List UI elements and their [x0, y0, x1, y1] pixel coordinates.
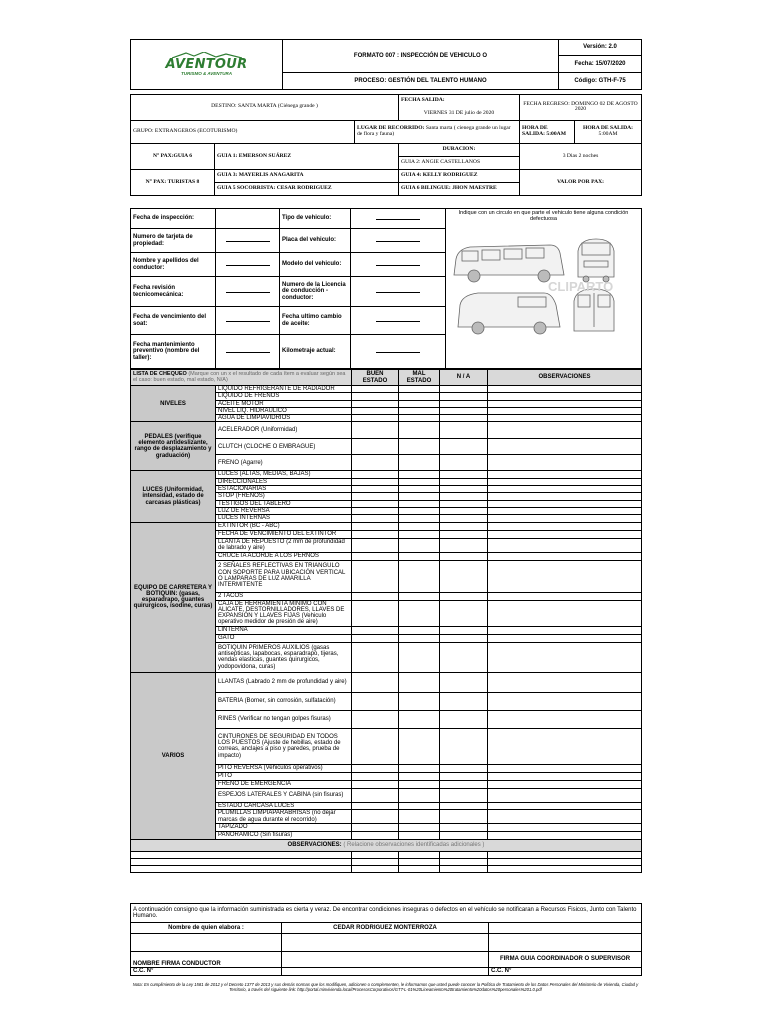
- na-cell[interactable]: [440, 810, 488, 824]
- observacion-cell[interactable]: [488, 810, 642, 824]
- checklist-item-label: 2 TACOS: [216, 592, 352, 600]
- checklist-item-label: LLANTA DE REPUESTO (2 mm de profundidad de labrado y aire): [216, 538, 352, 552]
- mal-estado-cell[interactable]: [399, 407, 440, 414]
- checklist-item-label: RINES (Verificar no tengan golpes fisuras): [216, 710, 352, 728]
- checklist-item-label: PITO REVERSA (Vehiculos operativos): [216, 764, 352, 772]
- observacion-cell[interactable]: [488, 415, 642, 422]
- checklist-item-label: PITO: [216, 772, 352, 780]
- observacion-cell[interactable]: [488, 439, 642, 455]
- licencia-label: Numero de la Licencia de conducción -conductor:: [280, 277, 351, 307]
- buen-estado-cell[interactable]: [352, 832, 399, 840]
- observacion-cell[interactable]: [488, 600, 642, 626]
- checklist-row: [131, 672, 642, 692]
- checklist-item-label: BATERIA (Borner, sin corrosión, sulfatación): [216, 692, 352, 710]
- mantenimiento-label: Fecha mantenimiento preventivo (nombre del taller):: [131, 335, 216, 369]
- na-cell[interactable]: [440, 788, 488, 802]
- buen-estado-cell[interactable]: [352, 471, 399, 478]
- observacion-cell[interactable]: [488, 728, 642, 764]
- checklist-item-label: EXTINTOR (BC - ABC): [216, 522, 352, 530]
- mal-estado-cell[interactable]: [399, 802, 440, 809]
- pax-turistas-field: N° PAX: TURISTAS 8: [131, 170, 215, 196]
- van-rear-icon: [574, 289, 614, 331]
- buen-estado-cell[interactable]: [352, 810, 399, 824]
- buen-estado-cell[interactable]: [352, 439, 399, 455]
- mal-estado-cell[interactable]: [399, 592, 440, 600]
- van-side-right-icon: [458, 293, 560, 334]
- checklist-item-label: ESTACIONARIAS: [216, 486, 352, 493]
- van-diagram-icon[interactable]: [448, 227, 638, 339]
- buen-estado-cell[interactable]: [352, 802, 399, 809]
- buen-estado-cell[interactable]: [352, 788, 399, 802]
- observacion-cell[interactable]: [488, 788, 642, 802]
- checklist-item-label: DIRECCIONALES: [216, 478, 352, 485]
- checklist-item-label: PLUMILLAS LIMPIAPARABRISAS (no dejar marcas de agua durante el recorrido): [216, 810, 352, 824]
- checklist-row: [131, 522, 642, 530]
- obs-line-3[interactable]: [131, 866, 352, 873]
- form-footer: [130, 903, 641, 976]
- kilometraje-label: Kilometraje actual:: [280, 335, 351, 369]
- cc-coordinador: C.C. N°: [489, 968, 642, 976]
- mal-estado-cell[interactable]: [399, 692, 440, 710]
- logo-subtitle: TURISMO & AVENTURA: [181, 70, 232, 76]
- buen-estado-cell[interactable]: [352, 500, 399, 507]
- na-cell[interactable]: [440, 832, 488, 840]
- mal-estado-cell[interactable]: [399, 772, 440, 780]
- na-cell[interactable]: [440, 439, 488, 455]
- grupo-field: GRUPO: EXTRANGEROS (ECOTURISMO): [131, 120, 355, 144]
- checklist-header-row: [131, 370, 642, 386]
- form-process: PROCESO: GESTIÓN DEL TALENTO HUMANO: [283, 73, 559, 90]
- watermark-text: CLIPARTO: [548, 278, 614, 294]
- mal-estado-cell[interactable]: [399, 478, 440, 485]
- firma-conductor-label: NOMBRE FIRMA CONDUCTOR: [131, 952, 282, 968]
- checklist-item-label: ESTADO CARCASA LUCES: [216, 802, 352, 809]
- tarjeta-propiedad-label: Numero de tarjeta de propiedad:: [131, 229, 216, 253]
- fecha-salida-label: FECHA SALIDA:: [399, 95, 520, 108]
- lugar-recorrido-field: LUGAR DE RECORRIDO: Santa marta ( cienega grande un lugar de flora y fauna): [355, 120, 520, 144]
- mal-estado-cell[interactable]: [399, 832, 440, 840]
- document-header: [130, 39, 641, 89]
- checklist-item-label: LUZ DE REVERSA: [216, 507, 352, 514]
- mal-estado-cell[interactable]: [399, 538, 440, 552]
- checklist-item-label: TAPIZADO: [216, 824, 352, 832]
- diagram-instruction: Indique con un circulo en que parte el vehiculo tiene alguna condición defectuosa: [458, 210, 629, 222]
- col-na: N / A: [440, 370, 488, 386]
- firma-coordinador-label: FIRMA GUIA COORDINADOR O SUPERVISOR: [489, 952, 642, 968]
- soat-value[interactable]: [216, 307, 280, 335]
- checklist-group-label: LUCES (Uniformidad, intensidad, estado de carcasas plásticas): [131, 471, 216, 522]
- observacion-cell[interactable]: [488, 486, 642, 493]
- mal-estado-cell[interactable]: [399, 780, 440, 788]
- checklist-group-label: VARIOS: [131, 672, 216, 839]
- mal-estado-cell[interactable]: [399, 672, 440, 692]
- tipo-vehiculo-value[interactable]: [351, 209, 446, 229]
- buen-estado-cell[interactable]: [352, 728, 399, 764]
- checklist-item-label: LINTERNA: [216, 626, 352, 634]
- buen-estado-cell[interactable]: [352, 672, 399, 692]
- checklist-item-label: TESTIGOS DEL TABLERO: [216, 500, 352, 507]
- checklist: [130, 369, 641, 873]
- checklist-item-label: FRENO DE EMERGENCIA: [216, 780, 352, 788]
- mal-estado-cell[interactable]: [399, 764, 440, 772]
- na-cell[interactable]: [440, 471, 488, 478]
- tarjeta-propiedad-value[interactable]: [216, 229, 280, 253]
- destino-field: DESTINO: SANTA MARTA (Ciénega grande ): [131, 95, 399, 121]
- checklist-item-label: ACEITE MOTOR: [216, 400, 352, 407]
- hora-salida-box: HORA DE SALIDA: 5:00AM: [575, 120, 642, 144]
- obs-line-1[interactable]: [131, 852, 352, 859]
- buen-estado-cell[interactable]: [352, 552, 399, 560]
- checklist-row: [131, 422, 642, 439]
- observacion-cell[interactable]: [488, 500, 642, 507]
- na-cell[interactable]: [440, 552, 488, 560]
- observacion-cell[interactable]: [488, 772, 642, 780]
- buen-estado-cell[interactable]: [352, 407, 399, 414]
- observacion-cell[interactable]: [488, 592, 642, 600]
- mal-estado-cell[interactable]: [399, 515, 440, 522]
- checklist-header: LISTA DE CHEQUEO (Marque con un x el resultado de cada ítem a evaluar según sea el caso: buen estado, mal estado, N/A): [131, 370, 352, 386]
- mal-estado-cell[interactable]: [399, 439, 440, 455]
- trip-info: [130, 94, 641, 196]
- guia6-field: GUIA 6 BILINGUE: JHON MAESTRE: [399, 183, 520, 196]
- observacion-cell[interactable]: [488, 400, 642, 407]
- mal-estado-cell[interactable]: [399, 455, 440, 471]
- buen-estado-cell[interactable]: [352, 515, 399, 522]
- buen-estado-cell[interactable]: [352, 772, 399, 780]
- mal-estado-cell[interactable]: [399, 634, 440, 642]
- mal-estado-cell[interactable]: [399, 507, 440, 514]
- mal-estado-cell[interactable]: [399, 824, 440, 832]
- checklist-item-label: AGUA DE LIMPIAVIDRIOS: [216, 415, 352, 422]
- checklist-item-label: FECHA DE VENCIMIENTO DEL EXTINTOR: [216, 530, 352, 538]
- na-cell[interactable]: [440, 486, 488, 493]
- na-cell[interactable]: [440, 515, 488, 522]
- modelo-label: Modelo del vehiculo:: [280, 253, 351, 277]
- obs-line-2[interactable]: [131, 859, 352, 866]
- na-cell[interactable]: [440, 626, 488, 634]
- observacion-cell[interactable]: [488, 692, 642, 710]
- mal-estado-cell[interactable]: [399, 522, 440, 530]
- mal-estado-cell[interactable]: [399, 415, 440, 422]
- observacion-cell[interactable]: [488, 552, 642, 560]
- form-version: Versión: 2.0: [559, 40, 642, 56]
- checklist-item-label: ESPEJOS LATERALES Y CABINA (sin fisuras): [216, 788, 352, 802]
- elabora-name: CEDAR RODRIGUEZ MONTERROZA: [282, 923, 489, 934]
- observacion-cell[interactable]: [488, 455, 642, 471]
- buen-estado-cell[interactable]: [352, 400, 399, 407]
- buen-estado-cell[interactable]: [352, 538, 399, 552]
- buen-estado-cell[interactable]: [352, 422, 399, 439]
- na-cell[interactable]: [440, 386, 488, 393]
- buen-estado-cell[interactable]: [352, 415, 399, 422]
- tecnomecanica-label: Fecha revisión tecnicomecánica:: [131, 277, 216, 307]
- form-title: FORMATO 007 : INSPECCIÓN DE VEHICULO O: [283, 40, 559, 73]
- observacion-cell[interactable]: [488, 522, 642, 530]
- declaration-text: A continuación consigno que la información suministrada es cierta y veraz. De encontrar condiciones inseguras o defectos en el vehículo se notificaran a Recursos Fisicos, Junto con Talento Humano.: [131, 904, 642, 923]
- fecha-regreso-field: FECHA REGRESO: DOMINGO 02 DE AGOSTO 2020: [520, 95, 642, 121]
- elabora-signature[interactable]: [489, 923, 642, 934]
- na-cell[interactable]: [440, 592, 488, 600]
- na-cell[interactable]: [440, 728, 488, 764]
- na-cell[interactable]: [440, 824, 488, 832]
- checklist-item-label: STOP (FRENOS): [216, 493, 352, 500]
- buen-estado-cell[interactable]: [352, 393, 399, 400]
- na-cell[interactable]: [440, 802, 488, 809]
- modelo-value[interactable]: [351, 253, 446, 277]
- observacion-cell[interactable]: [488, 507, 642, 514]
- na-cell[interactable]: [440, 764, 488, 772]
- na-cell[interactable]: [440, 422, 488, 439]
- guia5-field: GUIA 5 SOCORRISTA: CESAR RODRIGUEZ: [215, 183, 399, 196]
- checklist-item-label: CRUCETA ACORDE A LOS PERNOS: [216, 552, 352, 560]
- observacion-cell[interactable]: [488, 530, 642, 538]
- van-front-icon: [578, 239, 614, 282]
- buen-estado-cell[interactable]: [352, 634, 399, 642]
- buen-estado-cell[interactable]: [352, 626, 399, 634]
- mal-estado-cell[interactable]: [399, 728, 440, 764]
- cc-conductor: C.C. N°: [131, 968, 282, 976]
- na-cell[interactable]: [440, 455, 488, 471]
- buen-estado-cell[interactable]: [352, 592, 399, 600]
- na-cell[interactable]: [440, 634, 488, 642]
- placa-value[interactable]: [351, 229, 446, 253]
- van-side-left-icon: [454, 245, 564, 282]
- checklist-row: [131, 471, 642, 478]
- checklist-item-label: CINTURONES DE SEGURIDAD EN TODOS LOS PUESTOS (Ajuste de hebillas, estado de correas, anclajes a piso y paredes, prueba de impacto): [216, 728, 352, 764]
- buen-estado-cell[interactable]: [352, 530, 399, 538]
- buen-estado-cell[interactable]: [352, 780, 399, 788]
- soat-label: Fecha de vencimiento del soat:: [131, 307, 216, 335]
- checklist-item-label: BOTIQUIN PRIMEROS AUXILIOS (gasas antisepticas, lapabocas, esparadrapo, tijeras, vendas elasticas, guantes quirurgicos, yodopovidona, curas): [216, 642, 352, 672]
- checklist-item-label: CAJA DE HERRAMIENTA MINIMO CON ALICATE, DESTORNILLADORES, LLAVES DE EXPANSIÓN Y LLAVES FIJAS (Vehiculo operativo medidor de presión de aire): [216, 600, 352, 626]
- logo-name: AVENTOUR: [165, 57, 248, 73]
- hora-salida-field: HORA DE SALIDA: 5:00AM: [520, 120, 575, 144]
- mal-estado-cell[interactable]: [399, 600, 440, 626]
- buen-estado-cell[interactable]: [352, 764, 399, 772]
- checklist-item-label: LIQUIDO DE FRENOS: [216, 393, 352, 400]
- vehicle-diagram-cell: [446, 209, 642, 369]
- fecha-inspeccion-value[interactable]: [216, 209, 280, 229]
- conductor-value[interactable]: [216, 253, 280, 277]
- checklist-group-label: EQUIPO DE CARRETERA Y BOTIQUIN: (gasas, esparadrapo, guantes quirurgicos, isodine, curas): [131, 522, 216, 672]
- observacion-cell[interactable]: [488, 422, 642, 439]
- placa-label: Placa del vehiculo:: [280, 229, 351, 253]
- duracion-label: DURACION:: [399, 144, 520, 157]
- mal-estado-cell[interactable]: [399, 552, 440, 560]
- cambio-aceite-label: Fecha ultimo cambio de aceite:: [280, 307, 351, 335]
- checklist-item-label: LUCES (ALTAS, MEDIAS, BAJAS): [216, 471, 352, 478]
- observacion-cell[interactable]: [488, 764, 642, 772]
- observacion-cell[interactable]: [488, 478, 642, 485]
- form-date: Fecha: 15/07/2020: [559, 56, 642, 73]
- checklist-item-label: PANORAMICO (Sin fisuras): [216, 832, 352, 840]
- na-cell[interactable]: [440, 400, 488, 407]
- buen-estado-cell[interactable]: [352, 642, 399, 672]
- na-cell[interactable]: [440, 522, 488, 530]
- buen-estado-cell[interactable]: [352, 507, 399, 514]
- mal-estado-cell[interactable]: [399, 500, 440, 507]
- mal-estado-cell[interactable]: [399, 810, 440, 824]
- col-buen-estado: BUEN ESTADO: [352, 370, 399, 386]
- na-cell[interactable]: [440, 780, 488, 788]
- na-cell[interactable]: [440, 672, 488, 692]
- na-cell[interactable]: [440, 407, 488, 414]
- col-observaciones: OBSERVACIONES: [488, 370, 642, 386]
- signature-space-left[interactable]: [131, 934, 282, 952]
- mal-estado-cell[interactable]: [399, 393, 440, 400]
- fecha-salida-value: VIERNES 31 DE julio de 2020: [399, 107, 520, 120]
- na-cell[interactable]: [440, 530, 488, 538]
- checklist-item-label: NIVEL LIQ. HIDRAULICO: [216, 407, 352, 414]
- mal-estado-cell[interactable]: [399, 400, 440, 407]
- observacion-cell[interactable]: [488, 824, 642, 832]
- checklist-item-label: FRENO (Agarre): [216, 455, 352, 471]
- checklist-item-label: CLUTCH (CLOCHE O EMBRAGUE): [216, 439, 352, 455]
- observacion-cell[interactable]: [488, 832, 642, 840]
- na-cell[interactable]: [440, 493, 488, 500]
- guia4-field: GUIA 4: KELLY RODRIGUEZ: [399, 170, 520, 183]
- buen-estado-cell[interactable]: [352, 478, 399, 485]
- guia2-field: GUIA 2: ANGIE CASTELLANOS: [399, 157, 520, 170]
- tipo-vehiculo-label: Tipo de vehiculo:: [280, 209, 351, 229]
- col-mal-estado: MAL ESTADO: [399, 370, 440, 386]
- observacion-cell[interactable]: [488, 538, 642, 552]
- na-cell[interactable]: [440, 415, 488, 422]
- checklist-item-label: LIQUIDO REFRIGERANTE DE RADIADOR: [216, 386, 352, 393]
- checklist-item-label: ACELERADOR (Uniformidad): [216, 422, 352, 439]
- mal-estado-cell[interactable]: [399, 560, 440, 592]
- na-cell[interactable]: [440, 393, 488, 400]
- mal-estado-cell[interactable]: [399, 642, 440, 672]
- na-cell[interactable]: [440, 507, 488, 514]
- signature-space-right[interactable]: [489, 934, 642, 952]
- buen-estado-cell[interactable]: [352, 486, 399, 493]
- observacion-cell[interactable]: [488, 626, 642, 634]
- checklist-row: [131, 386, 642, 393]
- buen-estado-cell[interactable]: [352, 710, 399, 728]
- observacion-cell[interactable]: [488, 642, 642, 672]
- checklist-item-label: 2 SEÑALES REFLECTIVAS EN TRIANGULO CON SOPORTE PARA UBICACIÓN VERTICAL O LAMPARAS DE LUZ AMARILLA INTERMITENTE: [216, 560, 352, 592]
- buen-estado-cell[interactable]: [352, 600, 399, 626]
- observacion-cell[interactable]: [488, 493, 642, 500]
- mal-estado-cell[interactable]: [399, 471, 440, 478]
- elabora-label: Nombre de quien elabora :: [131, 923, 282, 934]
- mal-estado-cell[interactable]: [399, 493, 440, 500]
- na-cell[interactable]: [440, 692, 488, 710]
- buen-estado-cell[interactable]: [352, 455, 399, 471]
- mantenimiento-value[interactable]: [216, 335, 280, 369]
- vehicle-info: [130, 208, 641, 368]
- checklist-group-label: PEDALES (verifique elemento antideslizante, rango de desplazamiento y graduación): [131, 422, 216, 471]
- licencia-value[interactable]: [351, 277, 446, 307]
- mal-estado-cell[interactable]: [399, 710, 440, 728]
- observacion-cell[interactable]: [488, 672, 642, 692]
- na-cell[interactable]: [440, 500, 488, 507]
- legal-note: Nota: En cumplimiento de la Ley 1581 de 2012 y el Decreto 1377 de 2013 y sus demás normas que los modifiquen, adicionen o complementen, le informamos que usted puede conocer la Política de Tratamiento de los Datos Personales del Ministerio de Vivienda, Ciudad y Territorio, a través del siguiente link: http://portal.minvivienda.local/ProcesosCorporativos/GTT-L-01%20Lineamiento%20tratamiento%20datos%20personales%201.0.pdf: [132, 982, 639, 993]
- mal-estado-cell[interactable]: [399, 530, 440, 538]
- buen-estado-cell[interactable]: [352, 824, 399, 832]
- buen-estado-cell[interactable]: [352, 692, 399, 710]
- observacion-cell[interactable]: [488, 802, 642, 809]
- observacion-cell[interactable]: [488, 407, 642, 414]
- conductor-label: Nombre y apellidos del conductor:: [131, 253, 216, 277]
- buen-estado-cell[interactable]: [352, 493, 399, 500]
- checklist-group-label: NIVELES: [131, 386, 216, 422]
- na-cell[interactable]: [440, 710, 488, 728]
- observacion-cell[interactable]: [488, 634, 642, 642]
- na-cell[interactable]: [440, 478, 488, 485]
- na-cell[interactable]: [440, 538, 488, 552]
- observacion-cell[interactable]: [488, 471, 642, 478]
- mal-estado-cell[interactable]: [399, 788, 440, 802]
- na-cell[interactable]: [440, 600, 488, 626]
- observacion-cell[interactable]: [488, 710, 642, 728]
- checklist-item-label: GATO: [216, 634, 352, 642]
- na-cell[interactable]: [440, 642, 488, 672]
- buen-estado-cell[interactable]: [352, 560, 399, 592]
- checklist-item-label: LUCES INTERNAS: [216, 515, 352, 522]
- na-cell[interactable]: [440, 560, 488, 592]
- na-cell[interactable]: [440, 772, 488, 780]
- buen-estado-cell[interactable]: [352, 522, 399, 530]
- buen-estado-cell[interactable]: [352, 386, 399, 393]
- cambio-aceite-value[interactable]: [351, 307, 446, 335]
- guia3-field: GUIA 3: MAYERLIS ANAGARITA: [215, 170, 399, 183]
- duracion-value: 3 Dias 2 noches: [520, 144, 642, 170]
- observacion-cell[interactable]: [488, 386, 642, 393]
- pax-guia-field: N° PAX:GUIA 6: [131, 144, 215, 170]
- mal-estado-cell[interactable]: [399, 626, 440, 634]
- guia1-field: GUIA 1: EMERSON SUÁREZ: [215, 144, 399, 170]
- mal-estado-cell[interactable]: [399, 486, 440, 493]
- company-logo: [131, 40, 283, 90]
- observacion-cell[interactable]: [488, 780, 642, 788]
- valor-pax-field: VALOR POR PAX:: [520, 170, 642, 196]
- observacion-cell[interactable]: [488, 393, 642, 400]
- checklist-item-label: LLANTAS (Labrado 2 mm de profundidad y aire): [216, 672, 352, 692]
- kilometraje-value[interactable]: [351, 335, 446, 369]
- observacion-cell[interactable]: [488, 560, 642, 592]
- observaciones-header: OBSERVACIONES: ( Relacione observaciones identificadas adicionales ): [131, 840, 642, 852]
- mal-estado-cell[interactable]: [399, 422, 440, 439]
- fecha-inspeccion-label: Fecha de inspección:: [131, 209, 216, 229]
- tecnomecanica-value[interactable]: [216, 277, 280, 307]
- form-code: Código: GTH-F-75: [559, 73, 642, 90]
- observacion-cell[interactable]: [488, 515, 642, 522]
- mal-estado-cell[interactable]: [399, 386, 440, 393]
